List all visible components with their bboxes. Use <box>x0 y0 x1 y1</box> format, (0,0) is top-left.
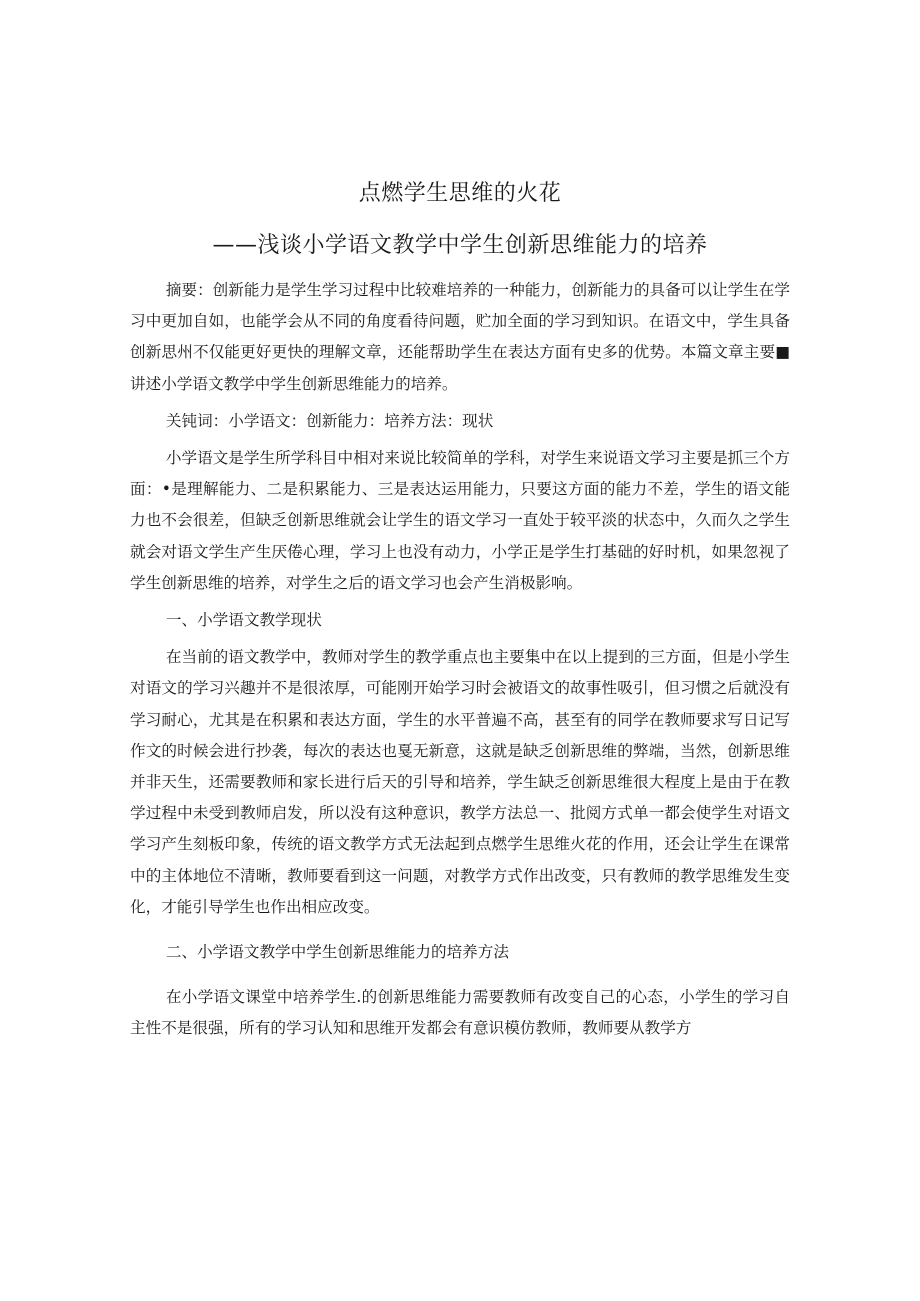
document-subtitle: ——浅谈小学语文教学中学生创新思维能力的培养 <box>212 233 708 258</box>
keywords-line: 关钝词：小学语文：创新能力：培养方法：现状 <box>165 411 494 430</box>
document-title: 点燃学生思维的火花 <box>358 181 562 206</box>
document-body <box>130 275 790 1045</box>
section-1-heading: 一、小学语文教学现状 <box>165 611 322 630</box>
section-2-heading: 二、小学语文教学中学生创新思维能力的培养方法 <box>165 943 509 962</box>
intro-paragraph: 小学语文是学生所学科目中相对来说比较简单的学科，对学生来说语文学习主要是抓三个方面：•是理解能力、二是积累能力、三是表达运用能力，只要这方面的能力不差，学生的语文能力也不会很差，但缺乏创新思维就会让学生的语文学习一直处于较平淡的状态中，久而久之学生就会对语文学生产生厌倦心理，学习上也没有动力，小学正是学生打基础的好时机，如果忽视了学生创新思维的培养，对学生之后的语文学习也会产生消极影响。 <box>130 449 790 592</box>
abstract-paragraph: 摘要：创新能力是学生学习过程中比较难培养的一种能力，创新能力的具备可以让学生在学习中更加自如，也能学会从不同的角度看待问题，贮加全面的学习到知识。在语文中，学生具备创新思州不仅能更好更快的理解文章，还能帮助学生在表达方面有史多的优势。本篇文章主要■讲述小学语文教学中学生创新思维能力的培养。 <box>130 281 790 393</box>
section-1-paragraph: 在当前的语文教学中，教师对学生的教学重点也主要集中在以上提到的三方面，但是小学生对语文的学习兴趣并不是很浓厚，可能刚开始学习时会被语文的故事性吸引，但习惯之后就没有学习耐心，尤其是在积累和表达方面，学生的水平普遍不高，甚至有的同学在教师要求写日记写作文的时候会进行抄袭，每次的表达也戛无新意，这就是缺乏创新思维的弊端，当然，创新思维并非天生，还需要教师和家长进行后天的引导和培养，学生缺乏创新思维很大程度上是由于在教学过程中未受到教师启发，所以没有这种意识，教学方法总一、批阅方式单一都会使学生对语文学习产生刻板印象，传统的语文教学方式无法起到点燃学生思维火花的作用，还会让学生在课常中的主体地位不清晰，教师要看到这一问题，对教学方式作出改变，只有教师的教学思维发生变化，才能引导学生也作出相应改变。 <box>130 648 790 916</box>
section-2-paragraph: 在小学语文课堂中培养学生.的创新思维能力需要教师有改变自己的心态，小学生的学习自主性不是很强，所有的学习认知和思维开发都会有意识模仿教师，教师要从教学方 <box>130 988 790 1038</box>
